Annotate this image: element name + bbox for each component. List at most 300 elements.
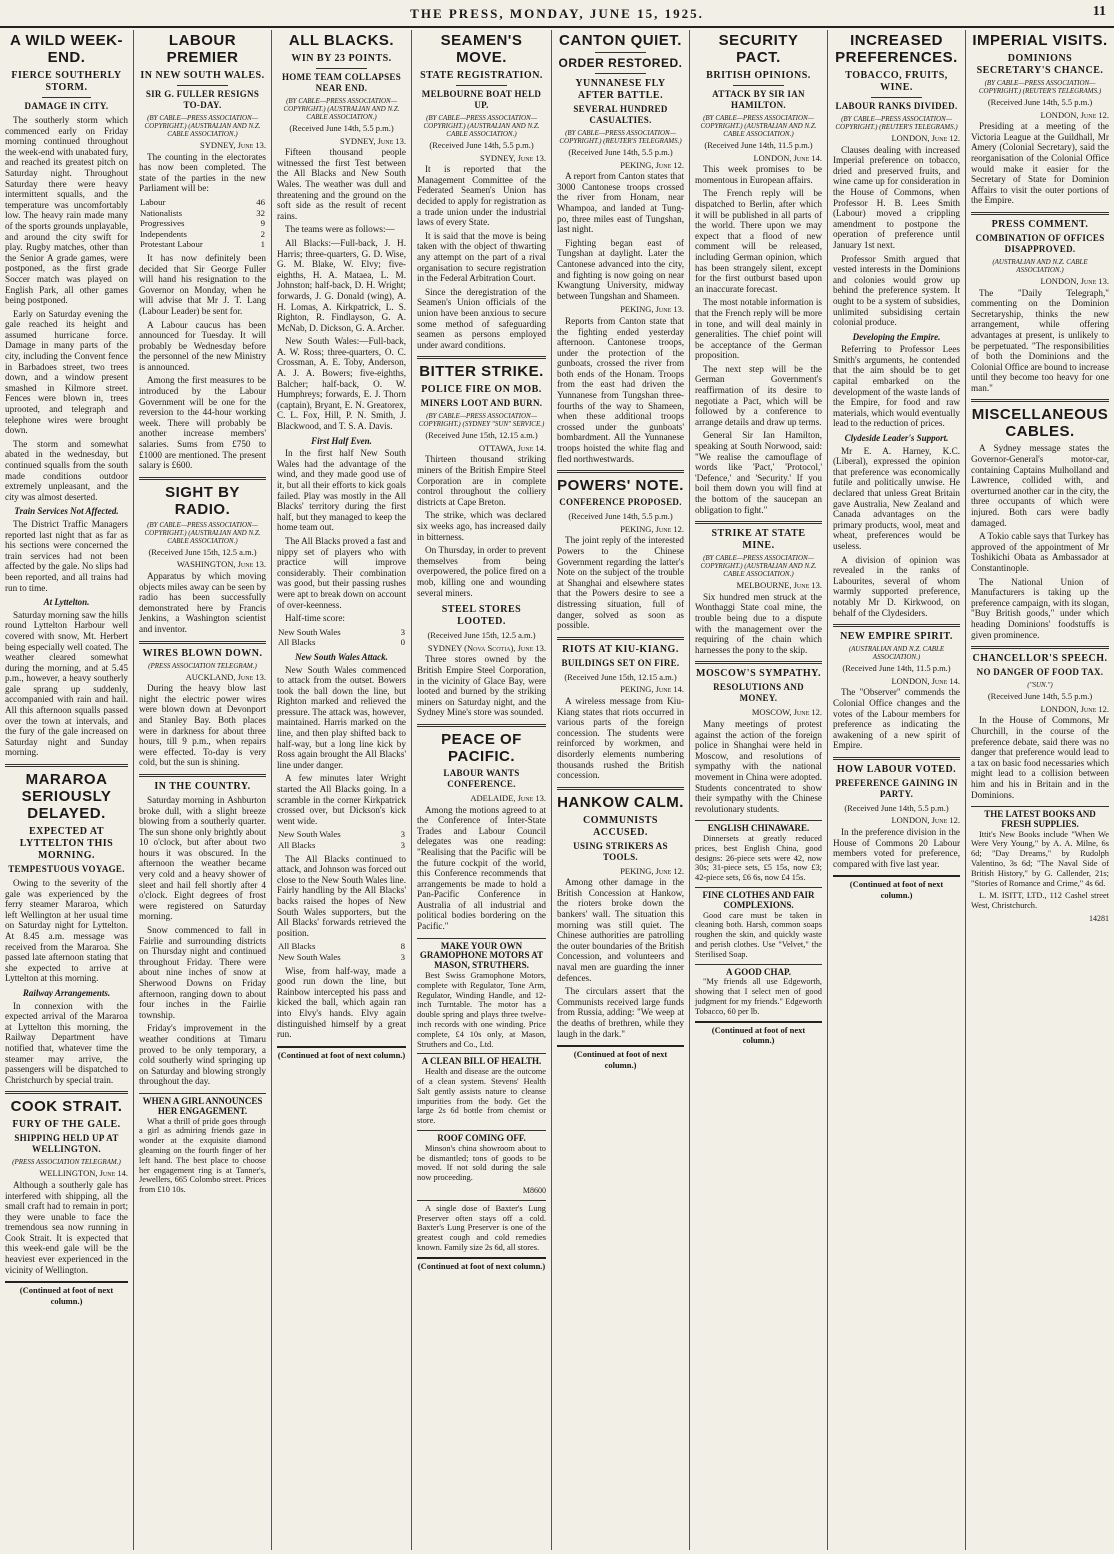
paragraph: Snow commenced to fall in Fairlie and surrounding districts on Thursday night and continued throughout Friday. There were about nine inches of snow at Sherwood Downs on Friday afternoon, ranging down to about four inches in the Fairlie township. [139, 925, 266, 1020]
article-strike-state-mine [695, 528, 822, 655]
paragraph: During the heavy blow last night the electric power wires were blown down at Devonport and Stanley Bay. Both places were in darkness for about three hours, till 9 p.m., when repairs were effected. To-day is very cold, but the sun is shining. [139, 683, 266, 768]
team-points: 3 [400, 626, 405, 637]
double-rule [695, 661, 822, 664]
credit-line: (BY CABLE—PRESS ASSOCIATION—COPYRIGHT.) (REUTER'S TELEGRAMS.) [835, 115, 958, 131]
headline: CHANCELLOR'S SPEECH. [972, 653, 1108, 665]
article-mararoa [5, 771, 128, 1085]
subheadline: TEMPESTUOUS VOYAGE. [8, 864, 125, 875]
party-seats: 1 [260, 239, 265, 250]
paragraph: The teams were as follows:— [285, 224, 395, 235]
article-labour-premier [139, 32, 266, 471]
paragraph: Fifteen thousand people witnessed the first Test between the All Blacks and New South Wales. The weather was dull and threatening and the ground on the soft side as the result of recent rains. [277, 147, 406, 221]
subheadline: DAMAGE IN CITY. [24, 101, 109, 111]
credit-line: (BY CABLE—PRESS ASSOCIATION—COPYRIGHT.) (AUSTRALIAN AND N.Z. CABLE ASSOCIATION.) [700, 114, 817, 138]
double-rule [971, 212, 1109, 215]
article-hankow-calm [557, 794, 684, 1040]
headline: STRIKE AT STATE MINE. [711, 528, 806, 552]
advertisement [417, 1130, 546, 1196]
subheadline: LABOUR RANKS DIVIDED. [835, 101, 958, 111]
column-3 [272, 30, 412, 1550]
article-miscellaneous-cables [971, 406, 1109, 640]
double-rule [5, 764, 128, 767]
score-table [277, 829, 406, 850]
team-name: All Blacks [278, 840, 316, 850]
subheadline: STATE REGISTRATION. [420, 70, 543, 81]
column-1 [0, 30, 134, 1550]
paragraph: It is reported that the Management Committee of the Federated Seamen's Union has decided to apply for registration as a trade union under the industrial laws of every State. [417, 164, 546, 228]
ad-text: Ittit's New Books include "When We Were Very Young," by A. A. Milne, 6s 6d; "Day Dreams," by Rudolph Valentino, 3s 6d; "The Naval Side of British History," by G. Callender, 21s; "Stories of Romance and Crime," 4s 6d. [971, 829, 1109, 888]
party-seats: 2 [260, 228, 265, 239]
subheadline: ATTACK BY SIR IAN HAMILTON. [712, 89, 805, 110]
score-table [277, 941, 406, 962]
dateline-place: LONDON, June 14. [891, 675, 960, 686]
paragraph: General Sir Ian Hamilton, speaking at South Norwood, said: "We realise the camouflage of words like 'Pact,' 'Protocol,' 'Defence,' and 'Security.' If you boil them down you will find at the bottom of the saucepan an obligation to fight." [695, 430, 822, 515]
received-line: (Received June 14th, 5.5 p.m.) [844, 802, 949, 813]
ad-text: Dinnersets at greatly reduced prices, best English China, good designs: 26-piece sets were 42, now 30s; 31-piece sets, £5 15s, now £3; 42-piece sets, £6 6s, now £4 15s. [695, 834, 822, 883]
ad-title: WHEN A GIRL ANNOUNCES HER ENGAGEMENT. [142, 1095, 263, 1116]
double-rule [557, 787, 684, 790]
headline: COOK STRAIT. [10, 1098, 123, 1116]
article-steel-stores [417, 604, 546, 718]
paragraph: In connexion with the expected arrival of the Mararoa at Lyttelton this morning, the Railway Department have notified that, whatever time the steamer may arrive, the passengers will be dispatched to Christchurch by special train. [5, 1000, 128, 1085]
ad-title: A GOOD CHAP. [726, 966, 791, 977]
team-name: New South Wales [278, 951, 341, 962]
section-heading: First Half Even. [311, 435, 372, 446]
table-row [277, 637, 406, 648]
subheadline: HOME TEAM COLLAPSES NEAR END. [281, 72, 402, 93]
subheadline: IN NEW SOUTH WALES. [140, 70, 265, 81]
headline: MOSCOW'S SYMPATHY. [696, 668, 821, 680]
subheadline: COMMUNISTS ACCUSED. [582, 814, 658, 838]
ad-text: Best Swiss Gramophone Motors, complete with Regulator, Tone Arm, Regulator, Winding Handle, and 12-inch Turntable. The motor has a double spring and plays three twelve-inch records with one winding. Price complete, £4 10s only, at Mason, Struthers and Co., Ltd. [417, 971, 546, 1049]
dateline-place: OTTAWA, June 14. [478, 442, 546, 453]
subheadline: MINERS LOOT AND BURN. [420, 398, 543, 409]
ad-text: "My friends all use Edgeworth, showing that I select men of good judgment for my friends." Edgeworth Tobacco, 60 per lb. [695, 977, 822, 1016]
headline: STEEL STORES LOOTED. [441, 604, 522, 628]
article-powers-note [557, 477, 684, 631]
received-line: (Received June 14th, 5.5 p.m.) [568, 147, 673, 157]
continued-note: (Continued at foot of next column.) [417, 1257, 546, 1272]
party-name: Independents [140, 228, 187, 239]
paragraph: Presiding at a meeting of the Victoria League at the Guildhall, Mr Amery (Colonial Secretary), said the reorganisation of the Colonial Office would make it easier for the Secretary of State for Dominion Affairs to visit the outer portions of the Empire. [971, 121, 1109, 206]
headline: CANTON QUIET. [559, 32, 682, 49]
paragraph: New South Wales commenced to attack from the outset. Bowers took the ball down the line, but Righton marked and relieved the pressure. The attack was, however, maintained. Harris marked on the line, and then play shifted back to half-way, but a long line kick by Ross again brought the All Blacks' line under danger. [277, 664, 406, 770]
subheadline: SHIPPING HELD UP AT WELLINGTON. [14, 1133, 119, 1155]
divider [177, 85, 228, 86]
advertisement [417, 1053, 546, 1126]
score-table [277, 627, 406, 648]
newspaper-columns [0, 30, 1114, 1550]
dateline-place: PEKING, June 12. [620, 159, 684, 170]
article-moscows-sympathy [695, 668, 822, 814]
divider [871, 97, 922, 98]
credit-line: (BY CABLE—PRESS ASSOCIATION—COPYRIGHT.) (AUSTRALIAN AND N.Z. CABLE ASSOCIATION.) [283, 97, 400, 121]
column-4 [412, 30, 552, 1550]
credit-line: (BY CABLE—PRESS ASSOCIATION—COPYRIGHT.) (REUTER'S TELEGRAMS.) [559, 129, 682, 145]
headline: PRESS COMMENT. [991, 218, 1089, 230]
dateline-place: MELBOURNE, June 13. [736, 580, 822, 591]
divider [42, 97, 91, 98]
paragraph: In the House of Commons, Mr Churchill, in the course of the preference debate, said there was no danger that preference would lead to a tax on basic food necessaries which might lead to a collision between him and his in Britain and in the Dominions. [971, 715, 1109, 800]
ad-title: A CLEAN BILL OF HEALTH. [421, 1056, 542, 1067]
dateline-place: LONDON, June 12. [891, 815, 960, 826]
headline: IN THE COUNTRY. [154, 780, 251, 792]
article-in-the-country [139, 781, 266, 1087]
paragraph: Early on Saturday evening the gale reached its height and assumed hurricane force. Damage in many parts of the city, including the Convent fence in Barbadoes street, two trees down, and a window present smashed in Kilmore street. Fences were blown in, trees uprooted, and telegraph and telephone wires were brought down. [5, 308, 128, 436]
ad-title: THE LATEST BOOKS AND FRESH SUPPLIES. [984, 809, 1096, 829]
article-bitter-strike [417, 363, 546, 598]
paragraph: The next step will be the German Government's reaffirmation of its desire to negotiate a Pact, which will be followed by a conference to arrange details and draw up terms. [695, 363, 822, 427]
paragraph: A report from Canton states that 3000 Cantonese troops crossed the river from Honam, near Whampoa, and landed at Tung-po, three miles east of Tungshan, last night. [557, 171, 684, 235]
section-heading: Railway Arrangements. [22, 987, 111, 998]
paragraph: New South Wales:—Full-back, A. W. Ross; three-quarters, O. C. Crossman, A. E. Toby, Anderson, A. J. A. Bowers; five-eighths, Balcher; half-back, O. W. Humphreys; forwards, E. J. Thorn (captain), Bryant, E. N. Greatorex, C. L. Fox, Hill, P. N. Smith, J. Blackwood, and T. S. A. Davis. [277, 336, 406, 432]
credit-line: (PRESS ASSOCIATION TELEGRAM.) [148, 661, 257, 670]
paragraph: The counting in the electorates has now been completed. The state of the parties in the new Parliament will be: [139, 151, 266, 194]
dateline-place: SYDNEY, June 13. [199, 140, 266, 150]
paragraph: A wireless message from Kiu-Kiang states that riots occurred in various parts of the foreign concession. The students were reinforced by workmen, and disorderly elements numbering thousands rushed the British concession. [557, 695, 684, 781]
subheadline: NO DANGER OF FOOD TAX. [976, 667, 1104, 678]
received-line: (Received June 15th, 12.15 a.m.) [425, 430, 538, 441]
subheadline: TOBACCO, FRUITS, WINE. [845, 70, 948, 93]
article-seamens-move [417, 32, 546, 350]
table-row [277, 952, 406, 963]
subheadline: FURY OF THE GALE. [12, 1119, 121, 1131]
dateline-place: LONDON, June 14. [753, 152, 822, 163]
headline: A WILD WEEK-END. [10, 32, 123, 66]
paragraph: Owing to the severity of the gale was experienced by the ferry steamer Mararoa, which left Wellington at her usual time on Saturday night for Lyttelton. At 8.45 a.m. message was received from the Mararoa. She passed late afternoon stating that she expected to arrive at Lyttelton at this morning. [5, 878, 128, 984]
article-sight-by-radio [139, 484, 266, 635]
headline: MISCELLANEOUS CABLES. [971, 406, 1109, 441]
divider [733, 85, 784, 86]
dateline-place: ADELAIDE, June 13. [470, 792, 546, 803]
dateline-place: PEKING, June 14. [620, 684, 684, 695]
paragraph: Fighting began east of Tungshan at daylight. Later the Cantonese advanced into the city, and fighting is now going on near Kwangtung University, midway between Tungshan and Shameen. [557, 237, 684, 301]
score-label: Half-time score: [285, 613, 345, 624]
column-5 [552, 30, 690, 1550]
dateline-place: MOSCOW, June 12. [751, 707, 822, 718]
paragraph: Although a southerly gale has interfered with shipping, all the small craft had to remain in port; they were unable to face the tremendous sea now running in Cook Strait. It is expected that this week-end gale will be the heaviest ever experienced in the vicinity of Wellington. [5, 1179, 128, 1275]
paragraph: The District Traffic Managers reported last night that as far as his sections were concerned the train services had not been affected by the gale. No slips had been reported, and all trains had run to time. [5, 518, 128, 593]
ad-title: FINE CLOTHES AND FAIR COMPLEXIONS. [702, 890, 815, 910]
headline: SIGHT BY RADIO. [165, 483, 240, 518]
ad-title: ENGLISH CHINAWARE. [707, 823, 810, 834]
credit-line: (BY CABLE—PRESS ASSOCIATION—COPYRIGHT.) (AUSTRALIAN AND N.Z. CABLE ASSOCIATION.) [423, 114, 540, 138]
received-line: (Received June 15th, 12.15 a.m.) [564, 671, 677, 682]
table-row [139, 218, 266, 229]
subheadline: MELBOURNE BOAT HELD UP. [421, 89, 542, 110]
page-number: 11 [1092, 4, 1106, 19]
table-row [139, 208, 266, 219]
received-line: (Received June 14th, 5.5 p.m.) [987, 691, 1093, 702]
subheadline: PREFERENCE GAINING IN PARTY. [835, 777, 958, 799]
party-name: Protestant Labour [140, 239, 203, 250]
double-rule [417, 724, 546, 727]
subheadline: WIN BY 23 POINTS. [291, 53, 392, 64]
section-heading: New South Wales Attack. [295, 651, 388, 662]
team-points: 0 [400, 637, 405, 648]
subheadline: POLICE FIRE ON MOB. [421, 384, 542, 396]
subheadline: DOMINIONS SECRETARY'S CHANCE. [976, 53, 1104, 76]
paragraph: Many meetings of protest against the action of the foreign police in Shanghai were held in Moscow, and resolutions of sympathy with the national movement in China were adopted. Students concentrated to show their sympathy with the Chinese revolutionary students. [695, 718, 822, 814]
article-increased-preferences [833, 32, 960, 618]
paragraph: It is said that the move is being taken with the object of thwarting any attempt on the part of a rival organisation to secure registration in the Federal Arbitration Court. [417, 230, 546, 284]
paragraph: The southerly storm which commenced early on Friday morning continued throughout the week-end with unabated fury, and reached its greatest pitch on Saturday night. Throughout Saturday there were heavy intermittent squalls, and the temperature was uncomfortably low. The heavy rain made many of the sports grounds unplayable, and around the city swift for play. Rugby matches, other than the Senior A grade games, were postponed, as the first grade Soccer match was played on English Park, all other games being postponed. [5, 115, 128, 306]
paragraph: The joint reply of the interested Powers to the Chinese Government regarding the latter's Note on the subject of the trouble at Shanghai and elsewhere states that the Powers desire to see a distressing situation, full of danger, solved as soon as possible. [557, 535, 684, 631]
ad-title: ROOF COMING OFF. [437, 1133, 526, 1143]
ad-text: Good care must be taken in cleaning both. Harsh, common soaps roughen the skin, and quickly waste and perish clothes. Use "Velvet," the Sterilised Soap. [695, 910, 822, 959]
dateline-place: WASHINGTON, June 13. [176, 559, 266, 570]
continued-note: (Continued at foot of next column.) [277, 1046, 406, 1061]
ad-text: Minson's china showroom about to be dismantled; tons of goods to be moved. If not sold during the sale now proceeding. [417, 1143, 546, 1183]
received-line: (Received June 14th, 5.5 p.m.) [987, 97, 1093, 107]
advertisement [417, 1200, 546, 1253]
ad-code: 14281 [1089, 914, 1109, 924]
paragraph: Wise, from half-way, made a good run down the line, but Rainbow intercepted his pass and kicked the ball, which again ran into Elvy's hands. Elvy again distinguished himself by a great run. [277, 965, 406, 1040]
dateline-place: AUCKLAND, June 13. [185, 671, 266, 682]
credit-line: (AUSTRALIAN AND N.Z. CABLE ASSOCIATION.) [992, 257, 1088, 274]
party-seats-table [139, 197, 266, 250]
divider [456, 85, 508, 86]
paragraph: Professor Smith argued that vested interests in the Dominions and colonies would grow up behind the preference system. It ought to be a system of subsidies, unlimited subsidising certain colonial produce. [833, 253, 960, 328]
dateline-place: PEKING, June 12. [620, 523, 684, 534]
subheadline: EXPECTED AT LYTTELTON THIS MORNING. [19, 826, 114, 862]
double-rule [417, 356, 546, 359]
headline: POWERS' NOTE. [557, 477, 684, 495]
article-riots-kiu-kiang [557, 644, 684, 781]
double-rule [971, 646, 1109, 649]
paragraph: The most notable information is that the French reply will be more in tone, and will deal mainly in generalities. The chief point will be acceptance of the German proposition. [695, 297, 822, 361]
subheadline: FIERCE SOUTHERLY STORM. [11, 70, 122, 93]
divider [595, 52, 646, 53]
team-name: All Blacks [278, 941, 316, 952]
ad-address: L. M. ISITT, LTD., 112 Cashel street West, Christchurch. [971, 891, 1109, 911]
headline: SEAMEN'S MOVE. [440, 32, 523, 66]
divider [316, 68, 368, 69]
paragraph: Saturday morning saw the hills round Lyttelton Harbour well covered with snow, Mt. Herbert being especially well coated. The weather cleared somewhat during the morning, and at 5.45 p.m., however, a heavy southerly gale sprang up suddenly, accompanied with rain and hail. All this afternoon squalls passed over the town at intervals, and the fury of the gale increased on Saturday night and Sunday morning. [5, 609, 128, 758]
dateline-place: PEKING, June 13. [620, 304, 684, 315]
section-heading: Clydeside Leader's Support. [844, 433, 949, 444]
article-new-empire-spirit [833, 631, 960, 751]
dateline-place: SYDNEY, June 13. [479, 152, 546, 163]
subheadline: YUNNANESE FLY AFTER BATTLE. [575, 78, 666, 101]
received-line: (Received June 14th, 11.5 p.m.) [704, 140, 813, 150]
table-row [277, 627, 406, 638]
paragraph: Friday's improvement in the weather conditions at Timaru proved to be only temporary, a cold southerly wind springing up on Saturday and blowing strongly throughout the day. [139, 1023, 266, 1087]
ad-code: M8600 [522, 1185, 546, 1195]
credit-line: (BY CABLE—PRESS ASSOCIATION—COPYRIGHT.) (AUSTRALIAN AND N.Z. CABLE ASSOCIATION.) [144, 520, 261, 545]
paragraph: A Labour caucus has been announced for Tuesday. It will probably be Wednesday before the personnel of the new Ministry is announced. [139, 319, 266, 372]
double-rule [139, 477, 266, 480]
paragraph: Clauses dealing with increased Imperial preference on tobacco, dried and preserved fruits, and wine came up for consideration in the House of Commons, when Professor H. B. Lees Smith (Labour) moved a crippling amendment to postpone the operation of preference until January 1st next. [833, 144, 960, 250]
ad-text: What a thrill of pride goes through a girl as admiring friends gaze in wonder at the exquisite diamond gleaming on the fourth finger of her left hand. The best place to choose her engagement ring is at Tanner's, Jewellers, 665 Colombo street. Prices from £10 10s. [139, 1116, 266, 1195]
paragraph: The French reply will be dispatched to Berlin, after which it will be published in all parts of the world. There upon we may expect that a flood of new comment will be released, including German opinion, which has been strangely silent, except for the first outburst based upon an inaccurate forecast. [695, 188, 822, 294]
paragraph: In the preference division in the House of Commons 20 Labour members voted for preference, compared with five last year. [833, 827, 960, 869]
party-seats: 46 [256, 196, 265, 207]
double-rule [5, 1091, 128, 1094]
team-points: 3 [400, 951, 405, 962]
article-all-blacks [277, 32, 406, 1040]
subheadline: SEVERAL HUNDRED CASUALTIES. [573, 104, 668, 125]
dateline-place: LONDON, June 12. [1040, 703, 1109, 714]
paragraph: The circulars assert that the Communists received large funds from Russia, adding: "We weep at the deaths of brethren, while they laugh in the dark." [557, 986, 684, 1039]
paragraph: A Sydney message states the Governor-General's motor-car, containing Captains Mulholland and Lawrence, collided with, and overturned another car in the city, the three occupants of which were injured. Both cars were badly damaged. [971, 443, 1109, 528]
paragraph: Three stores owned by the British Empire Steel Corporation, in the vicinity of Glace Bay, were looted and burned by the striking miners on Saturday night, and the Sydney Mine's store was sounded. [417, 654, 546, 718]
masthead-title: THE PRESS, MONDAY, JUNE 15, 1925. [410, 6, 704, 21]
paragraph: Thirteen thousand striking miners of the British Empire Steel Corporation are in complete control throughout the colliery districts at Cape Breton. [417, 454, 546, 507]
headline: BITTER STRIKE. [419, 363, 544, 381]
double-rule [139, 641, 266, 644]
section-heading: At Lyttelton. [43, 597, 90, 608]
advertisement [695, 887, 822, 960]
table-row [277, 941, 406, 952]
advertisement [695, 820, 822, 883]
advertisement [971, 806, 1109, 924]
table-row [277, 829, 406, 840]
paragraph: The storm and somewhat abated in the wednesday, but continued squalls from the south made conditions outdoor extremely unpleasant, and the city was almost deserted. [5, 438, 128, 502]
headline: PEACE OF PACIFIC. [441, 730, 522, 765]
ad-title: MAKE YOUR OWN GRAMOPHONE MOTORS AT MASON, STRUTHERS. [419, 940, 544, 971]
divider [595, 73, 646, 74]
column-8 [966, 30, 1114, 1550]
team-points: 3 [400, 840, 405, 850]
paragraph: The strike, which was declared six weeks ago, has increased daily in bitterness. [417, 510, 546, 542]
continued-note: (Continued at foot of next column.) [695, 1021, 822, 1046]
dateline-place: LONDON, June 12. [891, 133, 960, 143]
received-line: (Received June 14th, 5.5 p.m.) [568, 511, 673, 522]
advertisement [695, 964, 822, 1017]
double-rule [833, 757, 960, 760]
advertisement [139, 1093, 266, 1195]
ad-text: A single dose of Baxter's Lung Preserver often stays off a cold. Baxter's Lung Preserver is one of the greatest cough and cold remedies known. Family size 2s 6d, all stores. [417, 1203, 546, 1252]
headline: HANKOW CALM. [557, 793, 684, 811]
subheadline: ORDER RESTORED. [558, 56, 683, 70]
article-canton-quiet [557, 32, 684, 464]
continued-note: (Continued at foot of next column.) [557, 1045, 684, 1070]
paragraph: The All Blacks proved a fast and nippy set of players who with practice will improve considerably. Their combination was good, but their passing rushes were apt to break down on account of over-keenness. [277, 535, 406, 610]
paragraph: In the first half New South Wales had the advantage of the wind, and they made good use of it, but all their efforts to kick goals failed. Play was mostly in the All Blacks' territory during the first half, but they managed to keep the home team out. [277, 448, 406, 533]
credit-line: (BY CABLE—PRESS ASSOCIATION—COPYRIGHT.) (SYDNEY "SUN" SERVICE.) [418, 412, 545, 429]
paragraph: The "Observer" commends the Colonial Office changes and the votes of the Labour members for preference as indicating the awakening of a new spirit of Empire. [833, 687, 960, 751]
paragraph: On Thursday, in order to prevent themselves from being overpowered, the police fired on a mob, killing one and wounding several miners. [417, 545, 546, 598]
headline: INCREASED PREFERENCES. [835, 32, 958, 66]
headline: WIRES BLOWN DOWN. [142, 647, 263, 659]
article-security-pact [695, 32, 822, 515]
table-row [139, 229, 266, 240]
headline: MARAROA SERIOUSLY DELAYED. [21, 771, 112, 823]
paragraph: Among other damage in the British Concession at Hankow, the rioters broke down the bankers' wall. The situation this morning was still quiet. The Chinese authorities are patrolling the outer boundaries of the British Concession, and volunteers and naval men are guarding the inner defences. [557, 877, 684, 983]
credit-line: (BY CABLE—PRESS ASSOCIATION—COPYRIGHT.) (AUSTRALIAN AND N.Z. CABLE ASSOCIATION.) [144, 114, 261, 138]
paragraph: Apparatus by which moving objects miles away can be seen by radio has been successfully demonstrated here by Francis Jenkins, a Washington scientist and inventor. [139, 571, 266, 634]
article-how-labour-voted [833, 764, 960, 870]
continued-note: (Continued at foot of next column.) [833, 875, 960, 900]
party-seats: 9 [260, 218, 265, 229]
dateline-place: SYDNEY (Nova Scotia), June 13. [427, 642, 546, 653]
continued-note: (Continued at foot of next column.) [5, 1281, 128, 1306]
column-2 [134, 30, 272, 1550]
headline: SECURITY PACT. [718, 32, 799, 66]
subheadline: SIR G. FULLER RESIGNS TO-DAY. [145, 89, 260, 110]
dateline-place: PEKING, June 12. [620, 865, 684, 876]
subheadline: USING STRIKERS AS TOOLS. [573, 840, 668, 862]
headline: ALL BLACKS. [288, 32, 395, 49]
double-rule [557, 637, 684, 640]
article-chancellors-speech [971, 653, 1109, 800]
subheadline: BRITISH OPINIONS. [706, 70, 811, 81]
paragraph: The All Blacks continued to attack, and Johnson was forced out close to the New South Wales line. Fairly handling by the All Blacks' backs raised the hopes of New South Wales supporters, but the All Blacks' forwards retrieved the position. [277, 853, 406, 938]
party-name: Labour [140, 196, 166, 207]
subheadline: CONFERENCE PROPOSED. [559, 497, 682, 508]
headline: IMPERIAL VISITS. [972, 32, 1108, 49]
article-press-comment [971, 219, 1109, 394]
dateline-place: LONDON, June 13. [1040, 275, 1109, 286]
received-line: (Received June 14th, 5.5 p.m.) [429, 140, 534, 150]
credit-line: (BY CABLE—PRESS ASSOCIATION—COPYRIGHT.) (AUSTRALIAN AND N.Z. CABLE ASSOCIATION.) [700, 554, 817, 579]
headline: NEW EMPIRE SPIRIT. [840, 631, 953, 643]
article-cook-strait [5, 1098, 128, 1275]
double-rule [695, 521, 822, 524]
paragraph: The "Daily Telegraph," commenting on the Dominion Secretaryship, thinks the new arrangement, while offering advantages at present, is unlikely to be perpetuated. "The responsibilities of both the Dominions and the Colonial Office are bound to increase until they become too heavy for one man." [971, 287, 1109, 393]
credit-line: (AUSTRALIAN AND N.Z. CABLE ASSOCIATION.) [848, 645, 945, 662]
credit-line: (PRESS ASSOCIATION TELEGRAM.) [12, 1158, 121, 1167]
paragraph: Mr E. A. Harney, K.C. (Liberal), expressed the opinion that preference was economically futile and politically unwise. He declared that unless Great Britain gave Australia, New Zealand and Canada advantages on the primary products, wool, meat and wheat, preferences would be useless. [833, 445, 960, 551]
paragraph: All Blacks:—Full-back, J. H. Harris; three-quarters, G. D. Wise, G. M. Blake, W. Elvy; five-eighths, H. A. Mataea, L. M. Johnston; half-back, D. H. Wright; forwards, J. G. Donald (wing), A. H. Lomas, A. Kirkpatrick, L. S. Righton, R. Findlayson, G. A. McNab, D. Dickson, G. A. Archer. [277, 237, 406, 333]
subheadline: LABOUR WANTS CONFERENCE. [443, 767, 520, 789]
received-line: (Received June 14th, 5.5 p.m.) [289, 123, 394, 133]
paragraph: A division of opinion was revealed in the ranks of Labourites, several of whom warmly supported preference, notably Mr D. Kirkwood, on behalf of the Clydesiders. [833, 554, 960, 618]
paragraph: Since the deregistration of the Seamen's Union officials of the union have been anxious to secure some method of safeguarding seamen as persons employed under award conditions. [417, 286, 546, 350]
team-points: 8 [400, 941, 405, 952]
credit-line: (BY CABLE—PRESS ASSOCIATION—COPYRIGHT.) (REUTER'S TELEGRAMS.) [978, 79, 1102, 95]
team-name: New South Wales [278, 626, 341, 637]
paragraph: This week promises to be momentous in European affairs. [695, 164, 822, 185]
subheadline: COMBINATION OF OFFICES DISAPPROVED. [975, 232, 1105, 254]
paragraph: The National Union of Manufacturers is taking up the preference campaign, with its slogan, "Buy British goods," under which heading Dominions' foodstuffs is given prominence. [971, 576, 1109, 640]
article-peace-of-pacific [417, 731, 546, 932]
paragraph: Reports from Canton state that the fighting ended yesterday afternoon. Cantonese troops, under the protection of the gunboats, crossed the river from both ends of the Honam. Troops from the east had driven the Yunnanese from Tungshan three-fourths of the way to Shameen, when these additional troops crossed under the gunboats' bombardment. All the Yunnanese troops hoisted the white flag and fled northwestwards. [557, 315, 684, 464]
section-heading: Train Services Not Affected. [14, 506, 119, 517]
subheadline: BUILDINGS SET ON FIRE. [561, 657, 680, 668]
paragraph: Referring to Professor Lees Smith's arguments, he contended that the aim should be to get capital embarked on the development of the waste lands of the Empire, for food and raw materials, which would eventually lead to the reduction of prices. [833, 344, 960, 429]
team-points: 3 [400, 829, 405, 840]
paragraph: It has now definitely been decided that Sir George Fuller will hand his resignation to the Governor on Monday, when he will advise that Mr J. T. Lang (Labour Leader) be sent for. [139, 252, 266, 316]
party-seats: 32 [256, 207, 265, 218]
paragraph: A Tokio cable says that Turkey has approved of the appointment of Mr Toshikichi Obata as Ambassador at Constantinople. [971, 531, 1109, 573]
paragraph: A few minutes later Wright started the All Blacks going. In a scramble in the corner Kirkpatrick crossed over, but Dickson's kick went wide. [277, 773, 406, 826]
double-rule [139, 774, 266, 777]
table-row [139, 197, 266, 208]
headline: HOW LABOUR VOTED. [836, 763, 957, 775]
dateline-place: LONDON, June 12. [1040, 109, 1109, 120]
paragraph: Among the first measures to be introduced by the Labour Government will be one for the reversion to the 44-hour working week. There will probably be another increase members' salaries. Sums from £750 to £1000 are mentioned. The present salary is £600. [139, 375, 266, 471]
article-imperial-visits [971, 32, 1109, 206]
paragraph: Six hundred men struck at the Wonthaggi State coal mine, the trouble being due to a dispute with the management over the requiring of the chain which harnesses the pony to the skip. [695, 591, 822, 655]
credit-line: ("SUN.") [1027, 681, 1053, 690]
subheadline: RESOLUTIONS AND MONEY. [713, 682, 804, 704]
article-wires-blown-down [139, 648, 266, 768]
double-rule [557, 470, 684, 473]
section-heading: Developing the Empire. [852, 331, 941, 342]
advertisement [417, 938, 546, 1050]
double-rule [833, 624, 960, 627]
received-line: (Received June 14th, 11.5 p.m.) [842, 663, 951, 674]
headline: RIOTS AT KIU-KIANG. [562, 643, 679, 655]
article-wild-week-end [5, 32, 128, 758]
paragraph: Saturday morning in Ashburton broke dull, with a slight breeze blowing from a southerly quarter. The sun shone only brightly about 10 o'clock, but after about two hours it was obscured. In the afternoon the weather became very cold and a heavy shower of sleet and hail fell shortly after 4 o'clock. Eight degrees of frost were registered on Saturday morning. [139, 794, 266, 922]
party-name: Progressives [140, 218, 185, 229]
received-line: (Received June 15th, 12.5 a.m.) [427, 630, 536, 641]
table-row [277, 840, 406, 851]
received-line: (Received June 15th, 12.5 a.m.) [148, 546, 257, 557]
